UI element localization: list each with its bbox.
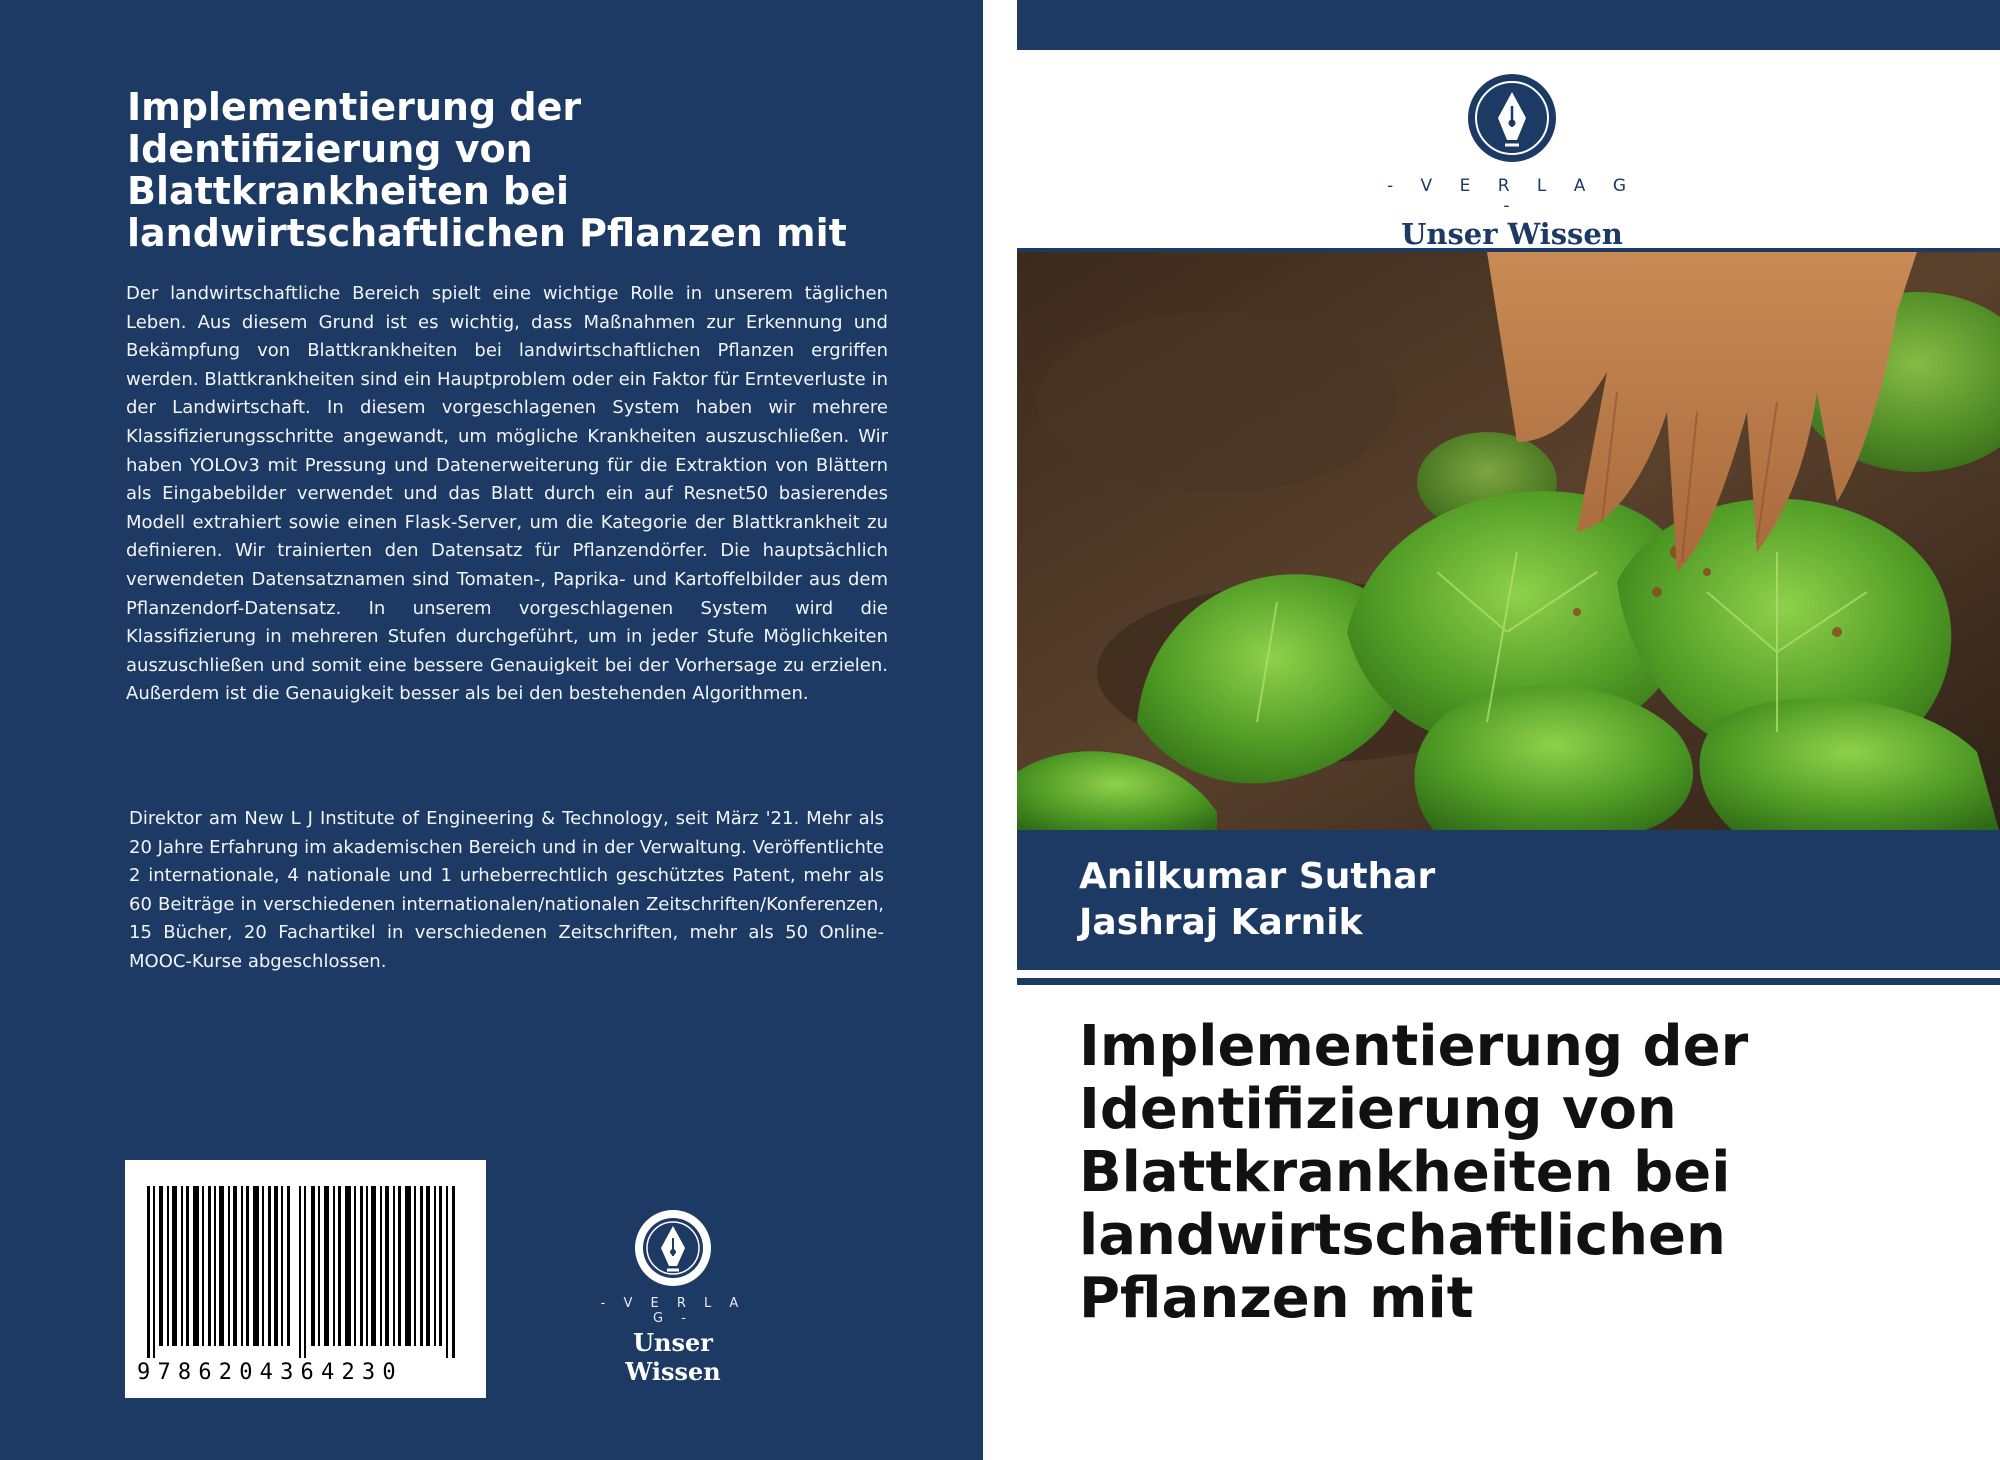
isbn-number: 9786204364230: [137, 1360, 403, 1385]
divider-rule: [1017, 978, 2000, 985]
back-title-line: Identifizierung von: [127, 127, 533, 171]
author-band: [1017, 830, 2000, 970]
isbn-barcode: [125, 1160, 486, 1398]
cover-photo-hand-on-leaves: [1017, 248, 2000, 834]
publisher-verlag-label: - V E R L A G -: [600, 1296, 746, 1326]
top-band: [1017, 0, 2000, 50]
back-publisher-logo: [588, 1208, 758, 1386]
front-title-line: Blattkrankheiten bei: [1079, 1140, 1731, 1205]
publisher-name: Unser Wissen: [625, 1328, 721, 1386]
pen-nib-logo-icon: [633, 1208, 713, 1288]
front-title-line: Implementierung der: [1079, 1014, 1749, 1079]
publisher-verlag-label: - V E R L A G -: [1387, 176, 1638, 216]
front-cover: [1017, 0, 2000, 1460]
barcode-bars: [147, 1186, 467, 1358]
author-name: Anilkumar Suthar: [1079, 856, 1436, 897]
front-title-line: Pflanzen mit: [1079, 1266, 1474, 1331]
back-title-line: Blattkrankheiten bei: [127, 169, 570, 213]
front-publisher-logo: [1387, 72, 1637, 251]
author-bio: Direktor am New L J Institute of Engineering & Technology, seit März '21. Mehr als 20 Jahre Erfahrung im akademischen Bereich und in der Verwaltung. Veröffentlichte 2 internationale, 4 nationale und 1 urheberrechtlich geschütztes Patent, mehr als 60 Beiträge in verschiedenen internationalen/nationalen Zeitschriften/Konferenzen, 15 Bücher, 20 Fachartikel in verschiedenen Zeitschriften, mehr als 50 Online-MOOC-Kurse abgeschlossen.: [129, 808, 884, 972]
front-title-line: landwirtschaftlichen: [1079, 1203, 1726, 1268]
spine-gap: [983, 0, 1017, 1460]
back-cover: [0, 0, 983, 1460]
publisher-name: Unser Wissen: [1401, 217, 1623, 251]
back-title-line: Implementierung der: [127, 85, 582, 129]
book-blurb: Der landwirtschaftliche Bereich spielt eine wichtige Rolle in unserem täglichen Leben. Aus diesem Grund ist es wichtig, dass Maßnahmen zur Erkennung und Bekämpfung von Blattkrankheiten bei landwirtschaftlichen Pflanzen ergriffen werden. Blattkrankheiten sind ein Hauptproblem oder ein Faktor für Ernteverluste in der Landwirtschaft. In diesem vorgeschlagenen System haben wir mehrere Klassifizierungsschritte angewandt, um mögliche Krankheiten auszuschließen. Wir haben YOLOv3 mit Pressung und Datenerweiterung für die Extraktion von Blättern als Eingabebilder verwendet und das Blatt durch ein auf Resnet50 basierendes Modell extrahiert sowie einen Flask-Server, um die Kategorie der Blattkrankheit zu definieren. Wir trainierten den Datensatz für Pflanzendörfer. Die hauptsächlich verwendeten Datensatznamen sind Tomaten-, Paprika- und Kartoffelbilder aus dem Pflanzendorf-Datensatz. In unserem vorgeschlagenen System wird die Klassifizierung in mehreren Stufen durchgeführt, um in jeder Stufe Möglichkeiten auszuschließen und somit eine bessere Genauigkeit bei der Vorhersage zu erzielen. Außerdem ist die Genauigkeit besser als bei den bestehenden Algorithmen.: [126, 283, 888, 705]
front-title-line: Identifizierung von: [1079, 1077, 1677, 1142]
back-cover-title: [127, 86, 927, 254]
front-cover-title: [1079, 1015, 1979, 1330]
back-title-line: landwirtschaftlichen Pflanzen mit: [127, 211, 847, 255]
author-name: Jashraj Karnik: [1079, 902, 1363, 943]
pen-nib-logo-icon: [1466, 72, 1558, 164]
